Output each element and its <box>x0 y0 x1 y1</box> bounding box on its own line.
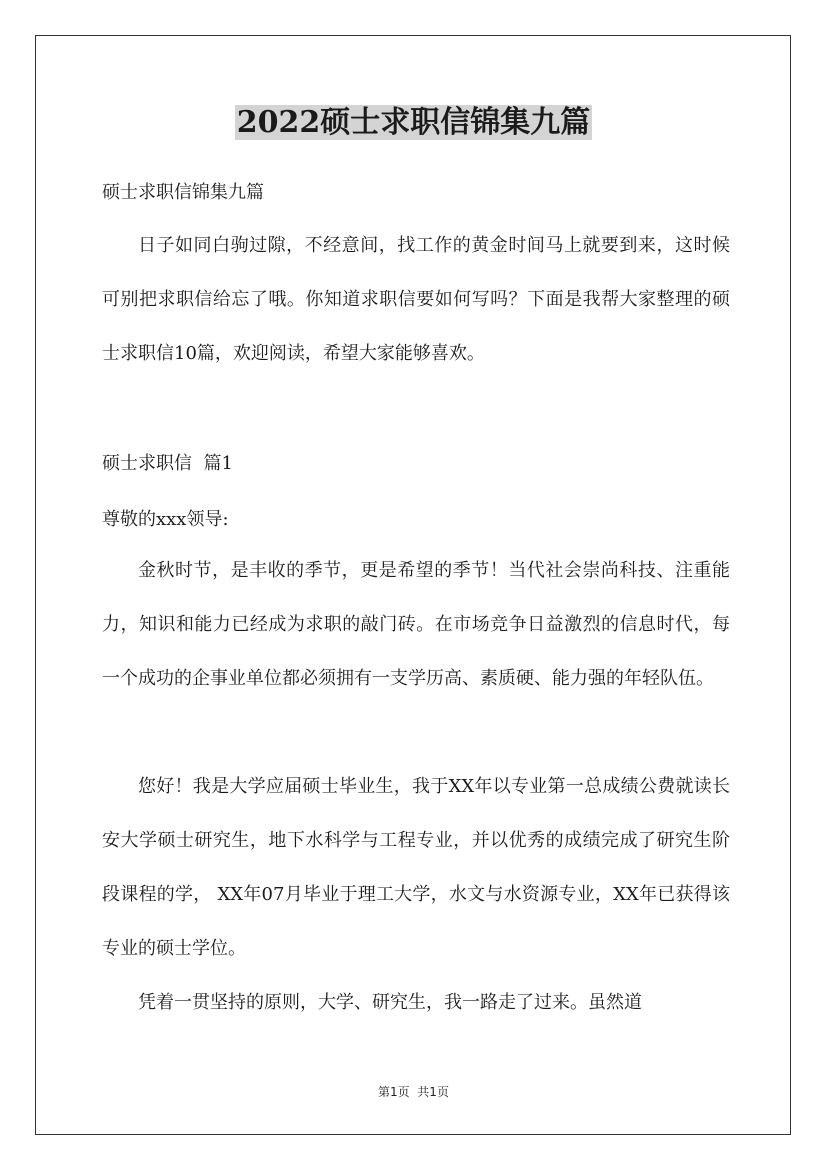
intro-paragraph: 日子如同白驹过隙，不经意间，找工作的黄金时间马上就要到来，这时候可别把求职信给忘了哦。你知道求职信要如何写吗？下面是我帮大家整理的硕士求职信10篇，欢迎阅读，希望大家能够喜欢。 <box>102 235 730 364</box>
body-paragraph: 金秋时节，是丰收的季节，更是希望的季节！当代社会崇尚科技、注重能力，知识和能力已经成为求职的敲门砖。在市场竞争日益激烈的信息时代，每一个成功的企事业单位都必须拥有一支学历高、素质硬、能力强的年轻队伍。 <box>102 560 730 689</box>
document-title <box>0 103 827 143</box>
body-paragraph: 您好！我是大学应届硕士毕业生，我于XX年以专业第一总成绩公费就读长安大学硕士研究生，地下水科学与工程专业，并以优秀的成绩完成了研究生阶段课程的学， XX年07月毕业于理工大学，水文与水资源专业，XX年已获得该专业的硕士学位。 <box>102 776 730 959</box>
body-paragraph: 凭着一贯坚持的原则，大学、研究生，我一路走了过来。虽然道 <box>138 992 642 1013</box>
page-number: 第1页 共1页 <box>378 1085 449 1099</box>
section-heading: 硕士求职信 篇1 <box>102 453 233 474</box>
document-subtitle: 硕士求职信锦集九篇 <box>102 182 264 203</box>
document-title-text: 2022硕士求职信锦集九篇 <box>236 105 591 140</box>
salutation: 尊敬的xxx领导: <box>102 509 229 530</box>
